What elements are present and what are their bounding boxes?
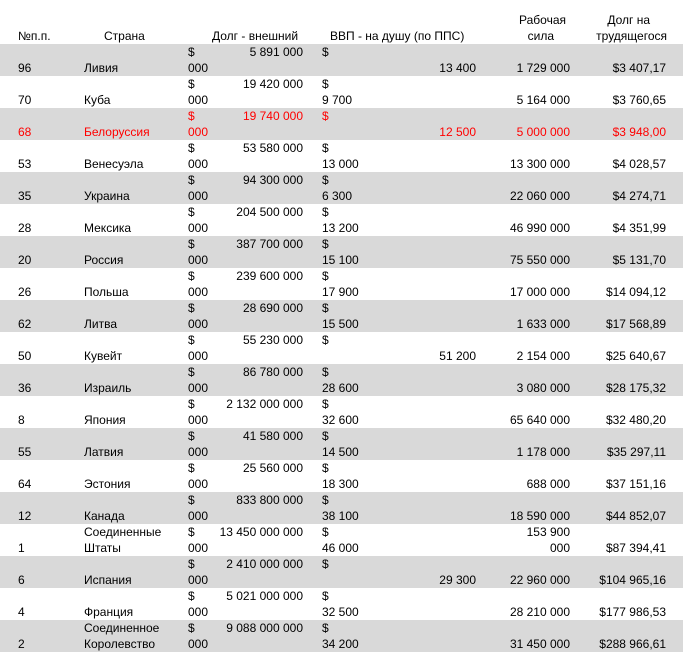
country-name: Канада: [84, 509, 125, 523]
table-row: [0, 428, 683, 460]
debt-value: 204 500 000: [236, 205, 303, 219]
debt-per-worker: $288 966,61: [599, 637, 666, 651]
gdp-currency: $: [322, 461, 329, 475]
gdp-currency: $: [322, 365, 329, 379]
table-row: [0, 396, 683, 428]
gdp-currency: $: [322, 557, 329, 571]
debt-value-tail: 000: [188, 381, 209, 395]
country-name: Франция: [84, 605, 134, 619]
country-name: Соединенное Королевство: [84, 621, 160, 651]
row-number: 4: [18, 605, 25, 619]
table-row: [0, 556, 683, 588]
debt-currency: $: [188, 365, 195, 379]
header-labor-line2: сила: [527, 29, 554, 43]
debt-value-tail: 000: [188, 349, 209, 363]
debt-value: 5 021 000 000: [226, 589, 303, 603]
row-number: 8: [18, 413, 25, 427]
gdp-value: 15 100: [322, 253, 359, 267]
gdp-value: 9 700: [322, 93, 353, 107]
debt-value-tail: 000: [188, 317, 209, 331]
gdp-currency: $: [322, 397, 329, 411]
table-row: [0, 300, 683, 332]
debt-value-tail: 000: [188, 125, 209, 139]
country-name: Венесуэла: [84, 157, 144, 171]
row-number: 6: [18, 573, 25, 587]
debt-value-tail: 000: [188, 93, 209, 107]
debt-currency: $: [188, 461, 195, 475]
labor-force: 688 000: [526, 477, 570, 491]
header-country: Страна: [104, 29, 145, 43]
gdp-currency: $: [322, 301, 329, 315]
debt-value: 41 580 000: [242, 429, 303, 443]
table-row: [0, 108, 683, 140]
gdp-currency: $: [322, 205, 329, 219]
debt-per-worker: $3 760,65: [612, 93, 666, 107]
labor-force: 17 000 000: [509, 285, 570, 299]
table-row: [0, 204, 683, 236]
debt-value-tail: 000: [188, 573, 209, 587]
header-labor-line1: Рабочая: [519, 13, 566, 27]
gdp-currency: $: [322, 589, 329, 603]
debt-per-worker: $35 297,11: [606, 445, 666, 459]
debt-per-worker: $4 351,99: [612, 221, 666, 235]
table-row: [0, 332, 683, 364]
debt-per-worker: $44 852,07: [605, 509, 666, 523]
table-row: [0, 236, 683, 268]
debt-value: 53 580 000: [242, 141, 303, 155]
country-name: Украина: [84, 189, 130, 203]
gdp-currency: $: [322, 141, 329, 155]
row-number: 62: [18, 317, 32, 331]
debt-value-tail: 000: [188, 477, 209, 491]
row-number: 53: [18, 157, 32, 171]
row-number: 20: [18, 253, 32, 267]
debt-currency: $: [188, 621, 195, 635]
debt-currency: $: [188, 589, 195, 603]
row-number: 36: [18, 381, 32, 395]
gdp-value: 46 000: [322, 541, 359, 555]
debt-value-tail: 000: [188, 509, 209, 523]
labor-force: 28 210 000: [509, 605, 570, 619]
row-number: 55: [18, 445, 32, 459]
debt-value-tail: 000: [188, 541, 209, 555]
debt-value-tail: 000: [188, 445, 209, 459]
labor-force: 22 960 000: [509, 573, 570, 587]
debt-per-worker: $3 948,00: [612, 125, 666, 139]
debt-value-tail: 000: [188, 157, 209, 171]
debt-value-tail: 000: [188, 189, 209, 203]
labor-force: 1 729 000: [516, 61, 570, 75]
row-number: 64: [18, 477, 32, 491]
gdp-currency: $: [322, 429, 329, 443]
debt-value: 387 700 000: [236, 237, 303, 251]
debt-per-worker: $37 151,16: [605, 477, 666, 491]
country-name: Россия: [84, 253, 124, 267]
table-row: [0, 492, 683, 524]
header-debt: Долг - внешний: [212, 29, 299, 43]
header-num: №п.п.: [18, 29, 51, 43]
gdp-currency: $: [322, 333, 329, 347]
table-row: [0, 268, 683, 300]
header-gdp: ВВП - на душу (по ППС): [330, 29, 465, 43]
debt-value: 55 230 000: [242, 333, 303, 347]
debt-per-worker: $17 568,89: [605, 317, 666, 331]
country-name: Соединенные Штаты: [84, 525, 162, 555]
debt-value: 833 800 000: [236, 493, 303, 507]
debt-value: 19 420 000: [242, 77, 303, 91]
debt-value-tail: 000: [188, 605, 209, 619]
table-row: [0, 364, 683, 396]
gdp-currency: $: [322, 237, 329, 251]
gdp-currency: $: [322, 269, 329, 283]
debt-currency: $: [188, 429, 195, 443]
debt-value-tail: 000: [188, 285, 209, 299]
country-name: Польша: [84, 285, 129, 299]
table-row: [0, 76, 683, 108]
gdp-value: 6 300: [322, 189, 353, 203]
debt-per-worker: $3 407,17: [612, 61, 666, 75]
country-name: Япония: [84, 413, 126, 427]
country-name: Испания: [84, 573, 132, 587]
country-name: Израиль: [84, 381, 132, 395]
row-number: 26: [18, 285, 32, 299]
debt-currency: $: [188, 269, 195, 283]
debt-value: 9 088 000 000: [226, 621, 303, 635]
gdp-value: 32 600: [322, 413, 359, 427]
row-number: 35: [18, 189, 32, 203]
table-row: [0, 524, 683, 556]
table-row: [0, 620, 683, 652]
debt-per-worker: $25 640,67: [605, 349, 666, 363]
gdp-value: 14 500: [322, 445, 359, 459]
gdp-value-right: 13 400: [439, 61, 476, 75]
table-row: [0, 460, 683, 492]
debt-currency: $: [188, 205, 195, 219]
debt-value: 94 300 000: [242, 173, 303, 187]
table-row: [0, 140, 683, 172]
debt-value: 239 600 000: [236, 269, 303, 283]
debt-per-worker: $87 394,41: [605, 541, 666, 555]
debt-currency: $: [188, 557, 195, 571]
row-number: 68: [18, 125, 32, 139]
debt-per-worker: $4 274,71: [612, 189, 666, 203]
gdp-currency: $: [322, 493, 329, 507]
labor-force: 65 640 000: [509, 413, 570, 427]
debt-currency: $: [188, 493, 195, 507]
country-name: Ливия: [84, 61, 119, 75]
debt-currency: $: [188, 141, 195, 155]
debt-value-tail: 000: [188, 61, 209, 75]
row-number: 2: [18, 637, 25, 651]
labor-force: 2 154 000: [516, 349, 570, 363]
gdp-value: 17 900: [322, 285, 359, 299]
header-ratio-line1: Долг на: [607, 13, 650, 27]
country-name: Мексика: [84, 221, 132, 235]
gdp-currency: $: [322, 621, 329, 635]
gdp-currency: $: [322, 173, 329, 187]
debt-per-worker: $177 986,53: [599, 605, 666, 619]
labor-force: 13 300 000: [509, 157, 570, 171]
labor-force: 46 990 000: [509, 221, 570, 235]
country-name: Эстония: [84, 477, 131, 491]
debt-value: 2 410 000 000: [226, 557, 303, 571]
country-name: Куба: [84, 93, 111, 107]
table-row: [0, 172, 683, 204]
gdp-currency: $: [322, 525, 329, 539]
debt-currency: $: [188, 237, 195, 251]
labor-force: 1 633 000: [516, 317, 570, 331]
gdp-value: 18 300: [322, 477, 359, 491]
table-row: [0, 588, 683, 620]
labor-force: 31 450 000: [509, 637, 570, 651]
debt-value-tail: 000: [188, 637, 209, 651]
debt-per-worker: $5 131,70: [612, 253, 666, 267]
debt-value-tail: 000: [188, 253, 209, 267]
labor-force-line1: 153 900: [526, 525, 570, 539]
debt-per-worker: $28 175,32: [605, 381, 666, 395]
gdp-value: 34 200: [322, 637, 359, 651]
row-number: 70: [18, 93, 32, 107]
debt-value: 28 690 000: [242, 301, 303, 315]
gdp-value-right: 51 200: [439, 349, 476, 363]
debt-value: 86 780 000: [242, 365, 303, 379]
debt-value-tail: 000: [188, 413, 209, 427]
labor-force: 1 178 000: [516, 445, 570, 459]
labor-force: 22 060 000: [509, 189, 570, 203]
gdp-value-right: 29 300: [439, 573, 476, 587]
gdp-value-right: 12 500: [439, 125, 476, 139]
header-ratio-line2: трудящегося: [596, 29, 667, 43]
labor-force: 3 080 000: [516, 381, 570, 395]
gdp-value: 28 600: [322, 381, 359, 395]
gdp-value: 38 100: [322, 509, 359, 523]
country-name: Белоруссия: [84, 125, 150, 139]
debt-value: 5 891 000: [249, 45, 303, 59]
debt-value: 13 450 000 000: [219, 525, 303, 539]
row-number: 50: [18, 349, 32, 363]
debt-per-worker: $4 028,57: [612, 157, 666, 171]
debt-per-worker: $14 094,12: [605, 285, 666, 299]
debt-value: 25 560 000: [242, 461, 303, 475]
row-number: 28: [18, 221, 32, 235]
debt-currency: $: [188, 173, 195, 187]
labor-force: 000: [549, 541, 570, 555]
row-number: 12: [18, 509, 32, 523]
labor-force: 5 164 000: [516, 93, 570, 107]
debt-currency: $: [188, 333, 195, 347]
gdp-value: 15 500: [322, 317, 359, 331]
row-number: 96: [18, 61, 32, 75]
debt-value: 2 132 000 000: [226, 397, 303, 411]
gdp-currency: $: [322, 77, 329, 91]
debt-currency: $: [188, 109, 195, 123]
labor-force: 5 000 000: [516, 125, 570, 139]
table-row: [0, 44, 683, 76]
gdp-value: 13 200: [322, 221, 359, 235]
gdp-currency: $: [322, 45, 329, 59]
debt-per-worker: $104 965,16: [599, 573, 666, 587]
gdp-value: 32 500: [322, 605, 359, 619]
debt-currency: $: [188, 45, 195, 59]
debt-value: 19 740 000: [242, 109, 303, 123]
debt-per-worker: $32 480,20: [605, 413, 666, 427]
country-name: Литва: [84, 317, 117, 331]
debt-currency: $: [188, 301, 195, 315]
debt-value-tail: 000: [188, 221, 209, 235]
debt-currency: $: [188, 77, 195, 91]
country-name: Латвия: [84, 445, 124, 459]
table-header: [0, 0, 700, 44]
country-name: Кувейт: [84, 349, 123, 363]
labor-force: 18 590 000: [509, 509, 570, 523]
gdp-value: 13 000: [322, 157, 359, 171]
gdp-currency: $: [322, 109, 329, 123]
debt-currency: $: [188, 397, 195, 411]
debt-currency: $: [188, 525, 195, 539]
row-number: 1: [18, 541, 25, 555]
labor-force: 75 550 000: [509, 253, 570, 267]
